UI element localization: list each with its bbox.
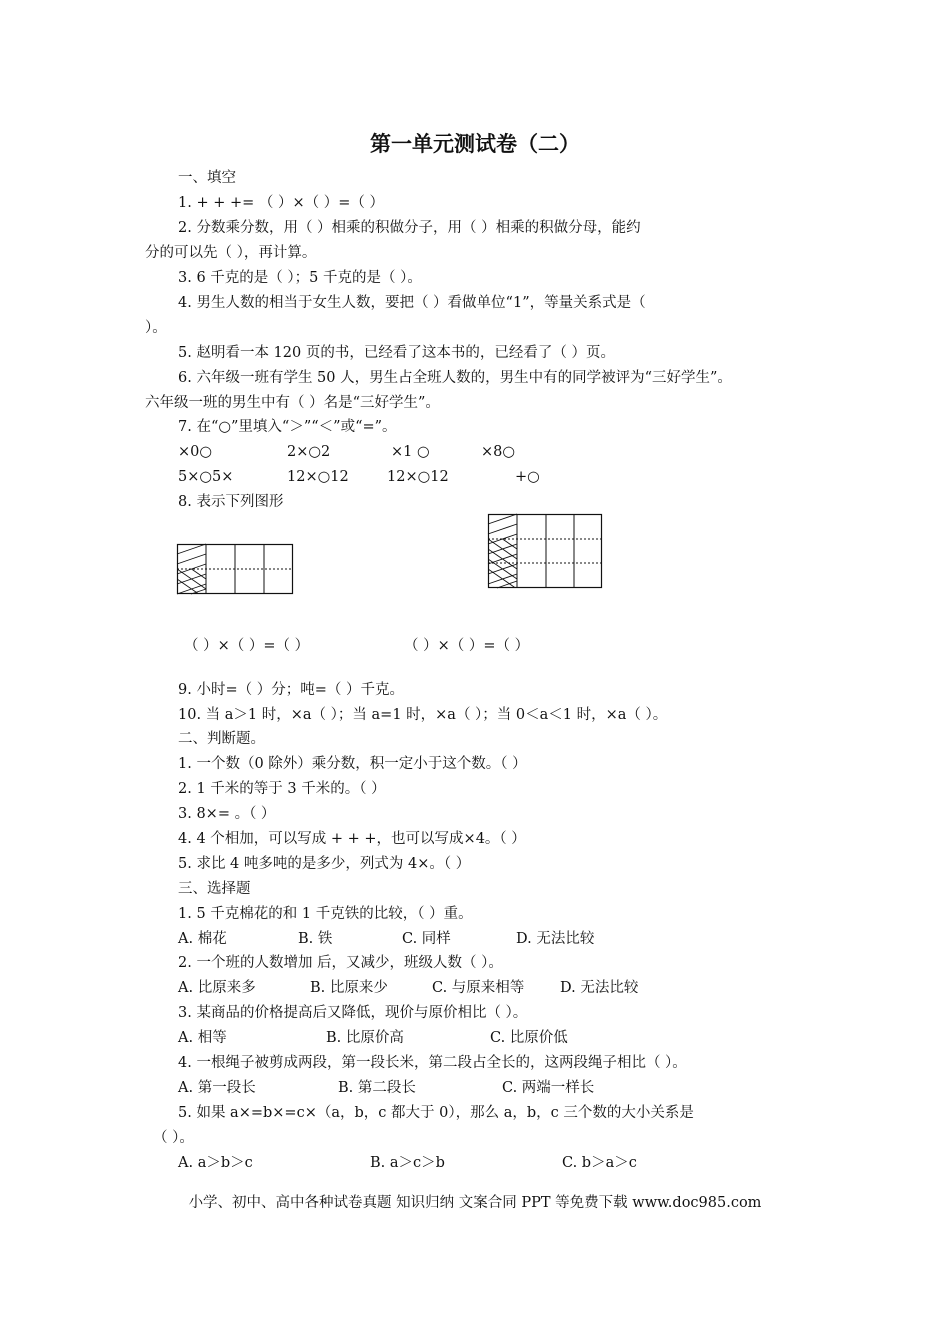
choice-question-2: 2. 一个班的人数增加 后，又减少，班级人数（ ）。 (178, 955, 503, 971)
section-heading-judge: 二、判断题。 (178, 731, 265, 747)
fraction-figure-1 (177, 544, 295, 596)
compare-item: 5×○5× (178, 469, 234, 485)
compare-item: ×1 ○ (391, 444, 430, 460)
question-1-3: 3. 6 千克的是（ ）；5 千克的是（ ）。 (178, 270, 422, 286)
compare-item: 2×○2 (287, 444, 331, 460)
question-1-1: 1. + + += （ ）×（ ）=（ ） (178, 195, 384, 211)
choice-option: C. 比原价低 (490, 1030, 568, 1046)
footer-banner: 小学、初中、高中各种试卷真题 知识归纳 文案合同 PPT 等免费下载 www.doc985.com (188, 1195, 762, 1211)
question-1-2-line1: 2. 分数乘分数，用（ ）相乘的积做分子，用（ ）相乘的积做分母，能约 (178, 220, 641, 236)
choice-option: A. a＞b＞c (178, 1155, 253, 1171)
choice-option: D. 无法比较 (560, 980, 639, 996)
compare-item: +○ (515, 469, 540, 485)
question-1-10: 10. 当 a＞1 时，×a（ ）；当 a=1 时，×a（ ）；当 0＜a＜1 时，×a（ ）。 (178, 707, 668, 723)
figure-1-answer: （ ）×（ ）=（ ） (184, 638, 310, 654)
judge-item: 4. 4 个相加，可以写成 + + +，也可以写成×4。（ ） (178, 831, 526, 847)
choice-question-5-line2: （ ）。 (153, 1130, 194, 1146)
fraction-figure-2 (488, 514, 604, 590)
judge-item: 1. 一个数（0 除外）乘分数，积一定小于这个数。（ ） (178, 756, 527, 772)
compare-item: 12×○12 (387, 469, 449, 485)
page-title: 第一单元测试卷（二） (370, 132, 580, 156)
question-1-6-line2: 六年级一班的男生中有（ ）名是“三好学生”。 (145, 395, 440, 411)
judge-item: 3. 8×= 。（ ） (178, 806, 276, 822)
compare-item: ×8○ (481, 444, 516, 460)
choice-option: B. 第二段长 (338, 1080, 416, 1096)
choice-option: D. 无法比较 (516, 931, 595, 947)
section-heading-fill: 一、填空 (178, 170, 236, 186)
choice-question-3: 3. 某商品的价格提高后又降低，现价与原价相比（ ）。 (178, 1005, 528, 1021)
section-heading-choice: 三、选择题 (178, 881, 251, 897)
choice-option: C. b＞a＞c (562, 1155, 637, 1171)
judge-item: 5. 求比 4 吨多吨的是多少，列式为 4×。（ ） (178, 856, 471, 872)
choice-option: A. 比原来多 (178, 980, 256, 996)
choice-option: C. 两端一样长 (502, 1080, 595, 1096)
figure-2-answer: （ ）×（ ）=（ ） (404, 638, 530, 654)
choice-option: A. 第一段长 (178, 1080, 256, 1096)
choice-question-4: 4. 一根绳子被剪成两段，第一段长米，第二段占全长的，这两段绳子相比（ ）。 (178, 1055, 687, 1071)
choice-option: B. a＞c＞b (370, 1155, 445, 1171)
question-1-4-line2: ）。 (145, 320, 167, 336)
question-1-9: 9. 小时=（ ）分；吨=（ ）千克。 (178, 682, 404, 698)
choice-option: B. 铁 (298, 931, 333, 947)
choice-option: C. 同样 (402, 931, 451, 947)
compare-item: 12×○12 (287, 469, 349, 485)
choice-question-5-line1: 5. 如果 a×=b×=c×（a，b，c 都大于 0），那么 a，b，c 三个数的大小关系是 (178, 1105, 694, 1121)
choice-option: A. 相等 (178, 1030, 227, 1046)
question-1-2-line2: 分的可以先（ ），再计算。 (145, 245, 317, 261)
choice-option: C. 与原来相等 (432, 980, 525, 996)
question-1-6-line1: 6. 六年级一班有学生 50 人，男生占全班人数的，男生中有的同学被评为“三好学生”。 (178, 370, 732, 386)
choice-option: B. 比原价高 (326, 1030, 404, 1046)
compare-item: ×0○ (178, 444, 213, 460)
question-1-5: 5. 赵明看一本 120 页的书，已经看了这本书的，已经看了（ ）页。 (178, 345, 615, 361)
question-1-4-line1: 4. 男生人数的相当于女生人数，要把（ ）看做单位“1”，等量关系式是（ (178, 295, 646, 311)
question-1-8: 8. 表示下列图形 (178, 494, 284, 510)
choice-question-1: 1. 5 千克棉花的和 1 千克铁的比较，（ ）重。 (178, 906, 473, 922)
question-1-7: 7. 在“○”里填入“＞”“＜”或“=”。 (178, 419, 397, 435)
judge-item: 2. 1 千米的等于 3 千米的。（ ） (178, 781, 386, 797)
choice-option: A. 棉花 (178, 931, 227, 947)
choice-option: B. 比原来少 (310, 980, 388, 996)
